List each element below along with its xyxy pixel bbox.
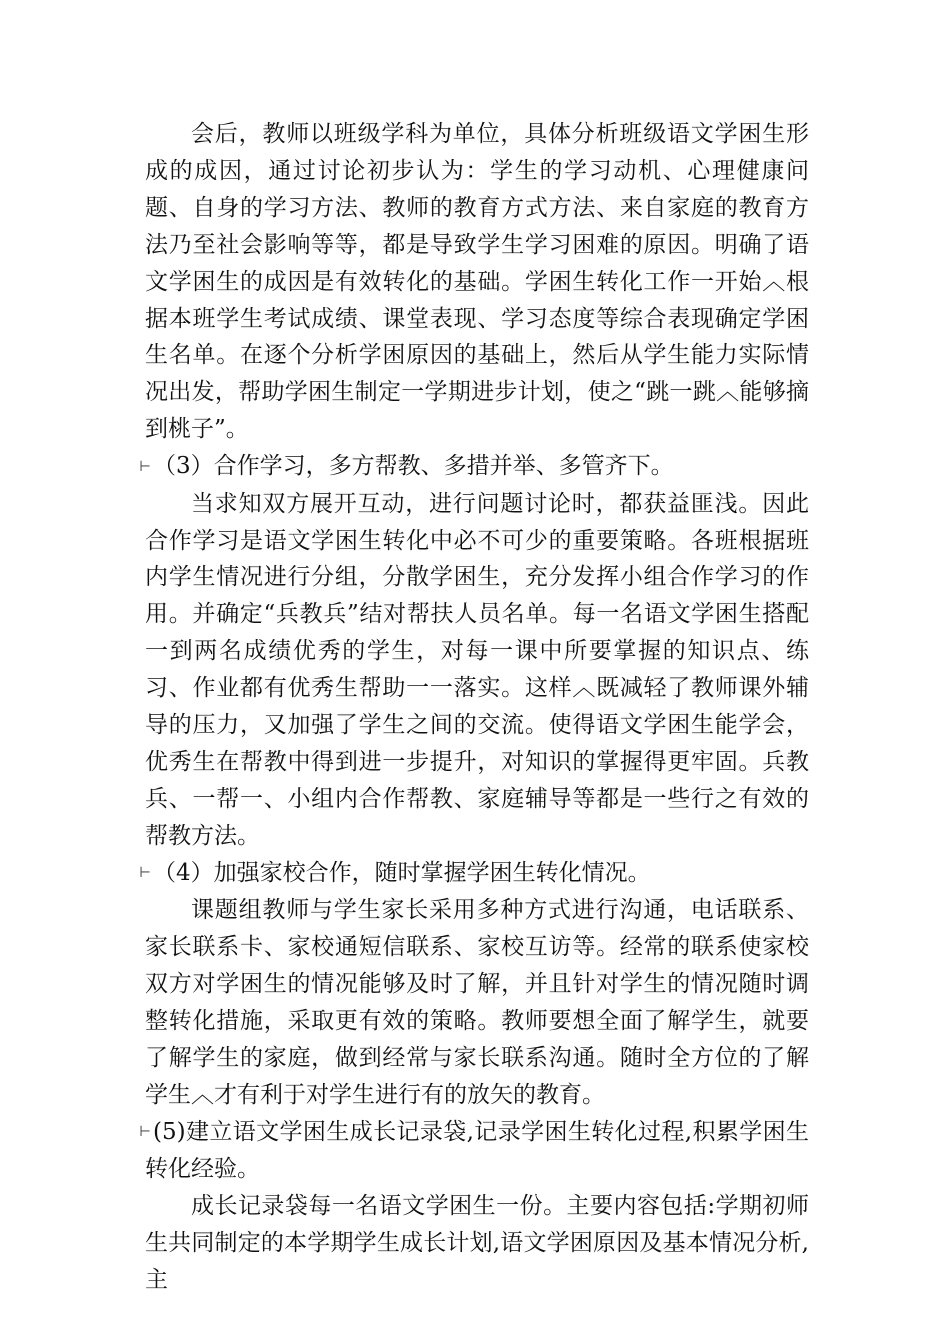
document-page	[139, 116, 809, 1299]
section-heading-5	[139, 1114, 809, 1188]
body-paragraph-3: 课题组教师与学生家长采用多种方式进行沟通，电话联系、家长联系卡、家校通短信联系、家校互访等。经常的联系使家校双方对学困生的情况能够及时了解，并且针对学生的情况随时调整转化措施，采取更有效的策略。教师要想全面了解学生，就要了解学生的家庭，做到经常与家长联系沟通。随时全方位的了解学生︿才有利于对学生进行有的放矢的教育。	[145, 897, 809, 1108]
body-paragraph-4: 成长记录袋每一名语文学困生一份。主要内容包括:学期初师生共同制定的本学期学生成长计划,语文学困原因及基本情况分析,主	[145, 1192, 809, 1293]
body-paragraph-2: 当求知双方展开互动，进行问题讨论时，都获益匪浅。因此合作学习是语文学困生转化中必不可少的重要策略。各班根据班内学生情况进行分组，分散学困生，充分发挥小组合作学习的作用。并确定“兵教兵”结对帮扶人员名单。每一名语文学困生搭配一到两名成绩优秀的学生，对每一课中所要掌握的知识点、练习、作业都有优秀生帮助一一落实。这样︿既减轻了教师课外辅导的压力，又加强了学生之间的交流。使得语文学困生能学会，优秀生在帮教中得到进一步提升，对知识的掌握得更牢固。兵教兵、一帮一、小组内合作帮教、家庭辅导等都是一些行之有效的帮教方法。	[145, 490, 809, 849]
section-heading-4-text: （4）加强家校合作，随时掌握学困生转化情况。	[153, 859, 651, 886]
body-paragraph-1: 会后，教师以班级学科为单位，具体分析班级语文学困生形成的成因，通过讨论初步认为：学生的学习动机、心理健康问题、自身的学习方法、教师的教育方式方法、来自家庭的教育方法乃至社会影响等等，都是导致学生学习困难的原因。明确了语文学困生的成因是有效转化的基础。学困生转化工作一开始︿根据本班学生考试成绩、课堂表现、学习态度等综合表现确定学困生名单。在逐个分析学困原因的基础上，然后从学生能力实际情况出发，帮助学困生制定一学期进步计划，使之“跳一跳︿能够摘到桃子”。	[145, 121, 809, 443]
paragraph-mark-icon: ⊢	[139, 865, 152, 882]
section-heading-3	[139, 448, 809, 485]
section-heading-5-text: (5)建立语文学困生成长记录袋,记录学困生转化过程,积累学困生转化经验。	[145, 1118, 809, 1183]
section-heading-4	[139, 855, 809, 892]
paragraph-mark-icon: ⊢	[139, 458, 152, 475]
paragraph-mark-icon: ⊢	[139, 1124, 152, 1141]
section-heading-3-text: （3）合作学习，多方帮教、多措并举、多管齐下。	[153, 453, 674, 480]
